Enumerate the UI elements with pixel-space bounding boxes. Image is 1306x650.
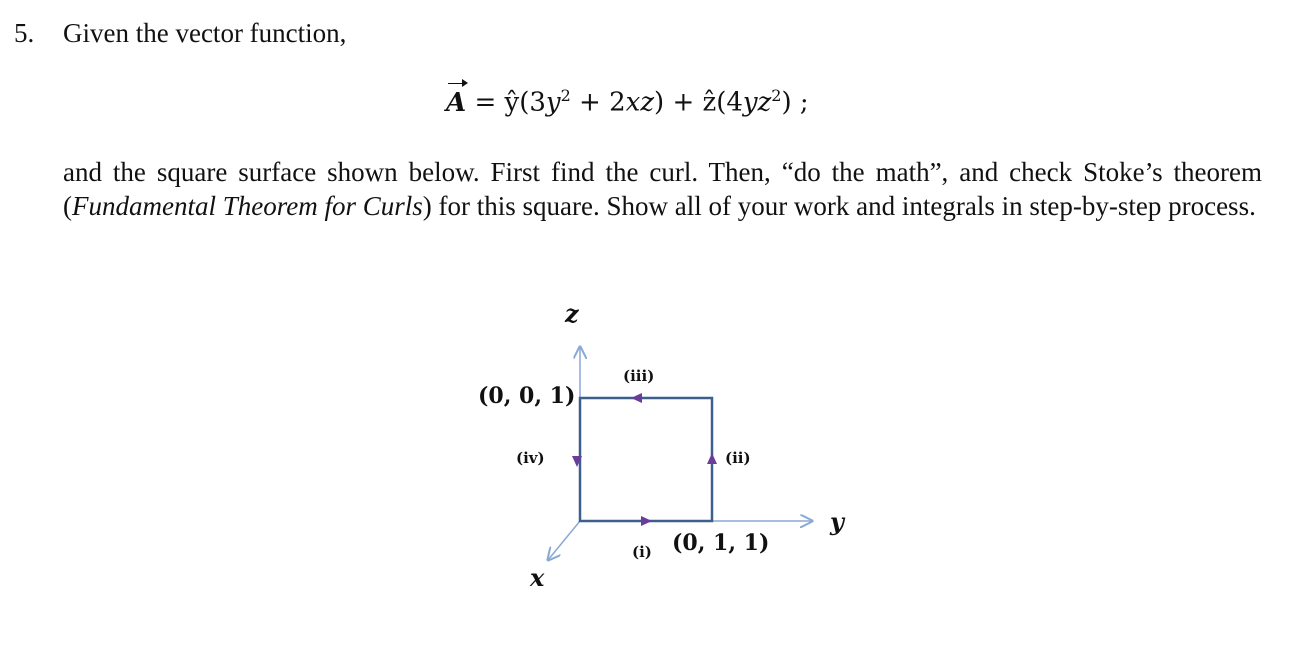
arrow-segment-ii: [707, 453, 717, 464]
plus-sign: +: [672, 87, 695, 118]
problem-intro: Given the vector function,: [63, 18, 347, 48]
theorem-name: Fundamental Theorem for Curls: [72, 191, 423, 221]
segment-i-label: (i): [632, 543, 652, 561]
equals-sign: =: [474, 87, 497, 118]
vector-equation: $A = ŷ(3y^2 + 2xz)$ + $ẑ(4yz^2)$ ;: [446, 86, 809, 118]
segment-ii-label: (ii): [725, 449, 751, 467]
y-unit-vector: ŷ: [504, 87, 520, 118]
x-axis: [548, 521, 580, 560]
problem-number: 5.: [14, 18, 35, 48]
axis-z-label: z: [565, 299, 579, 328]
square-surface: [580, 398, 712, 521]
vector-a: A: [446, 87, 467, 118]
equation-semicolon: ;: [799, 87, 809, 118]
z-unit-vector: ẑ: [702, 87, 717, 118]
arrow-segment-iii: [631, 393, 642, 403]
axis-x-label: x: [530, 563, 545, 592]
point-bottom-label: (0, 1, 1): [672, 530, 770, 556]
point-top-label: (0, 0, 1): [478, 383, 576, 409]
arrow-segment-i: [641, 516, 652, 526]
problem-instructions: and the square surface shown below. First find the curl. Then, “do the math”, and check Stoke’s theorem (Fundamental Theorem for Curls) for this square. Show all of your work and integrals in step-by-step process.: [63, 157, 1262, 221]
axis-y-label: y: [830, 507, 844, 536]
segment-iii-label: (iii): [623, 367, 655, 385]
segment-iv-label: (iv): [516, 449, 545, 467]
